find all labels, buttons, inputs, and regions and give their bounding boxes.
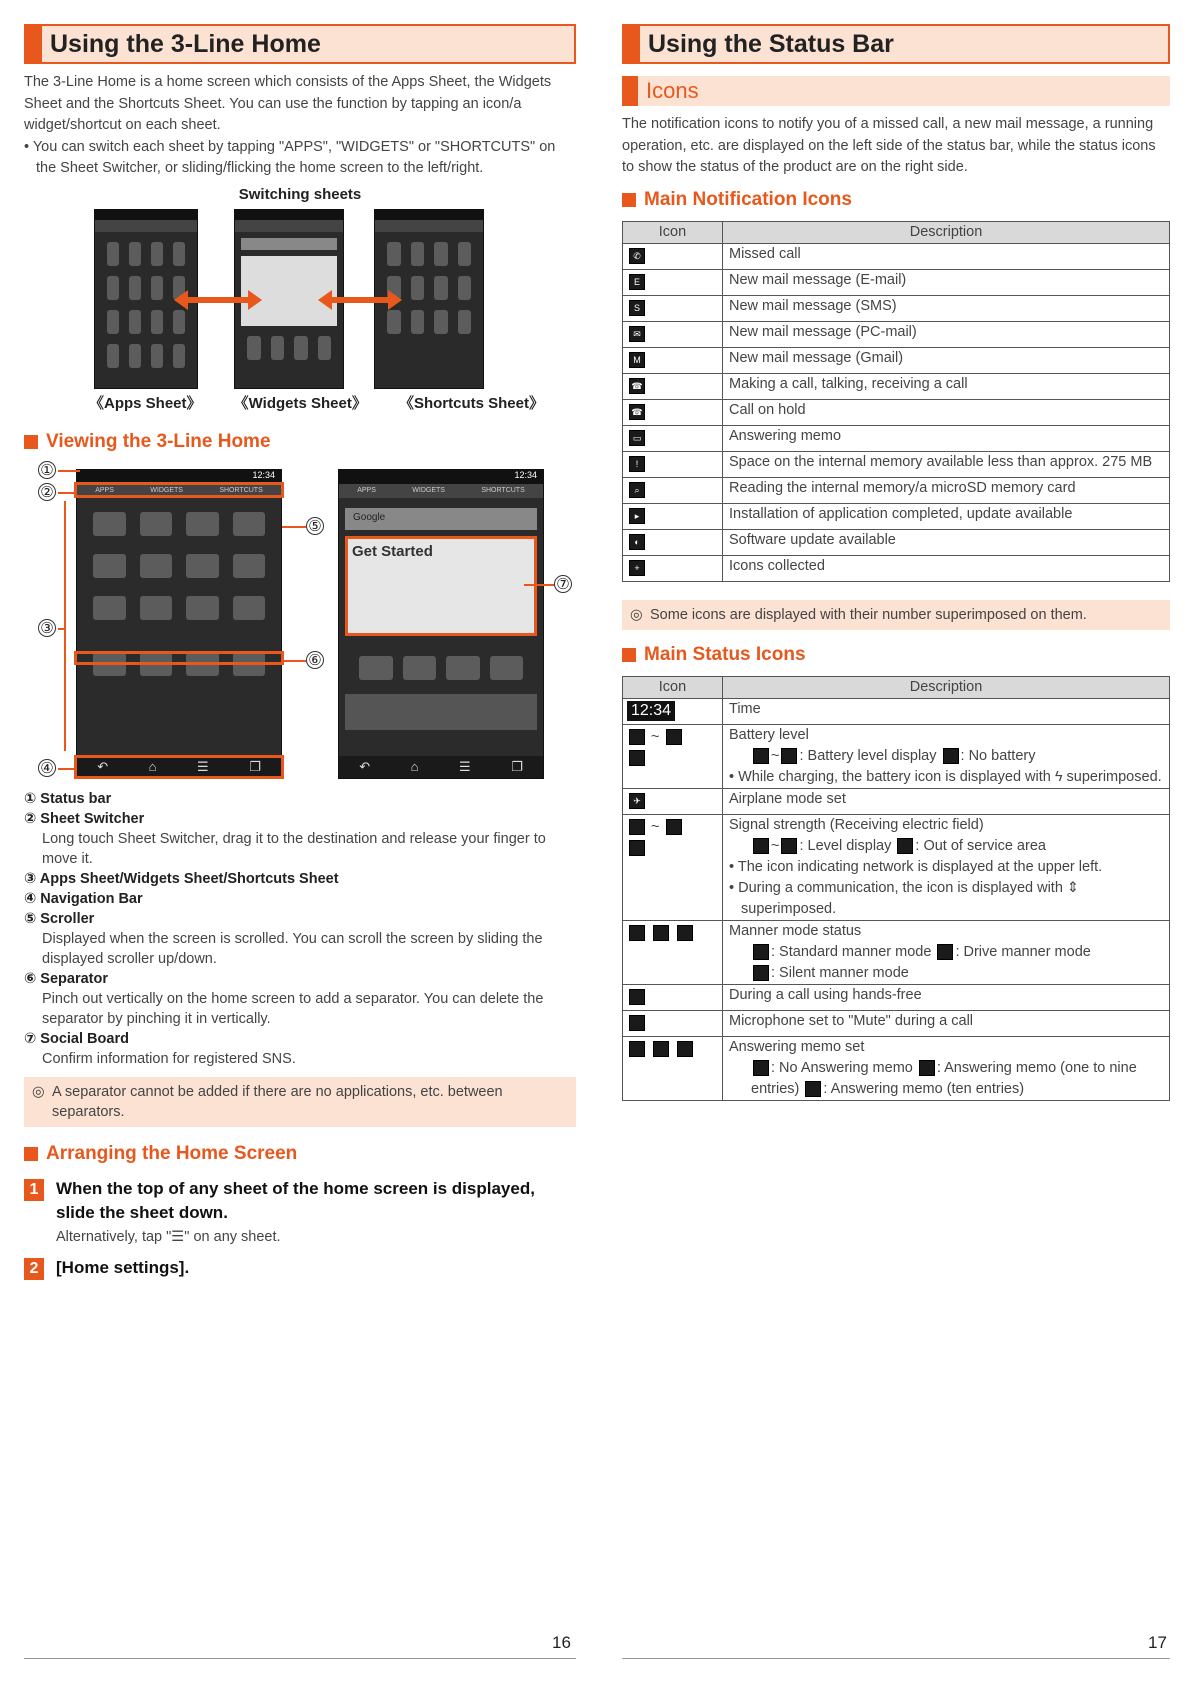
signal-low-icon — [629, 819, 645, 835]
widgets-sheet-phone: 12:34 APPS WIDGETS SHORTCUTS Google Get Started ↶ ⌂ ☰ ❐ — [338, 469, 544, 779]
step-1: 1 When the top of any sheet of the home screen is displayed, slide the sheet down. Alternatively, tap "☰" on any sheet. — [24, 1177, 576, 1249]
table-row: ✈ Airplane mode set — [623, 788, 1170, 814]
table-row: ☎ Call on hold — [623, 399, 1170, 425]
recent-apps-icon[interactable]: ❐ — [249, 758, 261, 774]
no-battery-icon — [943, 748, 959, 764]
intro-text: The 3-Line Home is a home screen which consists of the Apps Sheet, the Widgets Sheet and the Shortcuts Sheet. You can use the function by tapping an icon/a widget/shortcut on each sheet. — [24, 74, 552, 133]
home-icon[interactable]: ⌂ — [148, 759, 157, 774]
page-number-right: 17 — [1148, 1633, 1167, 1652]
callout-3: ③ — [38, 619, 56, 637]
item-list: ① Status bar ② Sheet Switcher Long touch Sheet Switcher, drag it to the destination and release your finger to move it. ③ Apps Sheet/Widgets Sheet/Shortcuts Sheet ④ Navigation Bar ⑤ Scroller Displayed when the screen is scrolled. You can scroll the screen by sliding the displayed scroller up/down. ⑥ Separator Pinch out vertically on the home screen to add a separator. You can delete the separator by pinching it in vertically. ⑦ Social Board Confirm information for registered SNS. — [24, 789, 576, 1069]
table-row: S New mail message (SMS) — [623, 295, 1170, 321]
pc-mail-icon: ✉ — [629, 326, 645, 342]
drive-manner-icon — [653, 925, 669, 941]
separator-note: ◎ A separator cannot be added if there are no applications, etc. between separators. — [24, 1077, 576, 1127]
table-row: Manner mode status : Standard manner mode : Drive manner mode : Silent manner mode — [623, 920, 1170, 984]
table-row: Microphone set to "Mute" during a call — [623, 1010, 1170, 1036]
notif-heading: Main Notification Icons — [622, 189, 1170, 211]
item-navigation-bar: ④ Navigation Bar — [24, 890, 143, 907]
arranging-heading: Arranging the Home Screen — [24, 1143, 576, 1165]
memo-none-icon — [629, 1041, 645, 1057]
callout-4: ④ — [38, 759, 56, 777]
silent-manner-icon — [677, 925, 693, 941]
table-row: 12:34 Time — [623, 698, 1170, 724]
signal-low-icon — [753, 838, 769, 854]
table-row: ▭ Answering memo — [623, 425, 1170, 451]
table-row: ▸ Installation of application completed, update available — [623, 503, 1170, 529]
memo-one-icon — [653, 1041, 669, 1057]
table-row: + Icons collected — [623, 555, 1170, 581]
out-of-service-icon — [629, 840, 645, 856]
status-icon-table: Icon Description 12:34 Time ~ Battery level ~ : Battery level display : No battery • While charging, the battery icon is displayed with ϟ superimposed. ✈ Airplane mode set ~ Signal strength (Receiving electric field) ~ : Level display : Out of service area • The icon indicating network is displayed at the upper left. • During a communication, the icon is displayed with ⇕ superimposed. Manner mode status : Standard manner mode : Drive manner mode : Silent manner mode During a call using hands-free Microphone set to "Mute" during a call Answering memo set : No Answering memo : Answering memo (one to nine entries) : Answering memo (ten entries) — [622, 676, 1170, 1101]
clock-icon: 12:34 — [627, 701, 675, 721]
title-text: Using the 3-Line Home — [50, 29, 321, 58]
table-row: ⌕ Reading the internal memory/a microSD memory card — [623, 477, 1170, 503]
answering-memo-icon: ▭ — [629, 430, 645, 446]
page-title-3line-home — [24, 24, 576, 64]
callout-6: ⑥ — [306, 651, 324, 669]
table-row: ✆ Missed call — [623, 243, 1170, 269]
table-row: ✉ New mail message (PC-mail) — [623, 321, 1170, 347]
item-sheet-switcher: ② Sheet Switcher — [24, 810, 145, 827]
callout-5: ⑤ — [306, 517, 324, 535]
back-icon[interactable]: ↶ — [97, 758, 109, 774]
memo-ten-icon — [677, 1041, 693, 1057]
callout-2: ② — [38, 483, 56, 501]
software-update-icon: ◐ — [629, 534, 645, 550]
memory-low-icon: ! — [629, 456, 645, 472]
notification-icon-table: Icon Description ✆ Missed call E New mail message (E-mail) S New mail message (SMS) ✉ New mail message (PC-mail) M New mail message (Gmail) ☎ Making a call, talking, receiving a call ☎ Call on hold ▭ Answering memo ! Space on the internal memory available less than approx. 275 MB ⌕ Reading the internal memory/a microSD memory card ▸ Installation of application completed, update available ◐ Software update available + Icons collected — [622, 221, 1170, 582]
memo-none-icon — [753, 1060, 769, 1076]
call-hold-icon: ☎ — [629, 404, 645, 420]
label-apps-sheet: 《Apps Sheet》 — [89, 394, 202, 412]
callout-separator — [74, 651, 284, 665]
table-row: ~ Signal strength (Receiving electric field) ~ : Level display : Out of service area • The icon indicating network is displayed at the upper left. • During a communication, the icon is displayed with ⇕ superimposed. — [623, 814, 1170, 920]
icons-intro: The notification icons to notify you of a missed call, a new mail message, a running operation, etc. are displayed on the left side of the status bar, while the status icons to show the status of the product are on the right side. — [622, 116, 1156, 175]
item-sheets: ③ Apps Sheet/Widgets Sheet/Shortcuts Sheet — [24, 870, 339, 887]
switch-arrow-right — [332, 297, 388, 303]
signal-full-icon — [781, 838, 797, 854]
apps-sheet-phone — [76, 469, 282, 779]
battery-full-icon — [629, 729, 645, 745]
memo-ten-icon — [805, 1081, 821, 1097]
callout-navigation-bar — [74, 755, 284, 779]
table-row: E New mail message (E-mail) — [623, 269, 1170, 295]
silent-manner-icon — [753, 965, 769, 981]
status-heading: Main Status Icons — [622, 644, 1170, 666]
table-row: ~ Battery level ~ : Battery level display : No battery • While charging, the battery icon is displayed with ϟ superimposed. — [623, 724, 1170, 788]
phone-status-bar: 12:34 — [77, 470, 281, 484]
battery-empty-icon — [666, 729, 682, 745]
viewing-figure — [24, 459, 576, 781]
handsfree-icon — [629, 989, 645, 1005]
callout-sheet-switcher — [74, 482, 284, 498]
social-board-widget[interactable]: Get Started — [345, 536, 537, 636]
right-page — [622, 24, 1170, 1101]
callout-1: ① — [38, 461, 56, 479]
table-row: M New mail message (Gmail) — [623, 347, 1170, 373]
callout-7: ⑦ — [554, 575, 572, 593]
mic-mute-icon — [629, 1015, 645, 1031]
table-row: Answering memo set : No Answering memo : Answering memo (one to nine entries) : Answering memo (ten entries) — [623, 1036, 1170, 1100]
table-row: During a call using hands-free — [623, 984, 1170, 1010]
google-search-widget[interactable]: Google — [345, 508, 537, 530]
switch-arrow-left — [188, 297, 248, 303]
switching-caption: Switching sheets — [238, 185, 362, 203]
page-number-left: 16 — [552, 1633, 571, 1652]
menu-icon[interactable]: ☰ — [196, 758, 209, 774]
email-icon: E — [629, 274, 645, 290]
item-separator: ⑥ Separator — [24, 970, 108, 987]
page-title-status-bar: Using the Status Bar — [622, 24, 1170, 64]
intro-bullet: • You can switch each sheet by tapping "APPS", "WIDGETS" or "SHORTCUTS" on the Sheet Switcher, or sliding/flicking the home screen to the left/right. — [24, 138, 556, 176]
phone-sheet-switcher[interactable]: APPS WIDGETS SHORTCUTS — [77, 484, 281, 498]
drive-manner-icon — [937, 944, 953, 960]
item-status-bar: ① Status bar — [24, 790, 112, 807]
gmail-icon: M — [629, 352, 645, 368]
calling-icon: ☎ — [629, 378, 645, 394]
icons-heading: Icons — [622, 76, 1170, 106]
left-page — [24, 24, 576, 1280]
item-social-board: ⑦ Social Board — [24, 1030, 129, 1047]
step-2: 2 [Home settings]. — [24, 1256, 576, 1280]
airplane-icon: ✈ — [629, 793, 645, 809]
sms-icon: S — [629, 300, 645, 316]
viewing-heading: Viewing the 3-Line Home — [24, 431, 576, 453]
table-row: ☎ Making a call, talking, receiving a call — [623, 373, 1170, 399]
signal-full-icon — [666, 819, 682, 835]
standard-manner-icon — [629, 925, 645, 941]
out-of-service-icon — [897, 838, 913, 854]
item-scroller: ⑤ Scroller — [24, 910, 95, 927]
battery-empty-icon — [781, 748, 797, 764]
label-shortcuts-sheet: 《Shortcuts Sheet》 — [398, 394, 544, 412]
table-row: ! Space on the internal memory available less than approx. 275 MB — [623, 451, 1170, 477]
memory-read-icon: ⌕ — [629, 482, 645, 498]
battery-full-icon — [753, 748, 769, 764]
icons-collected-icon: + — [629, 560, 645, 576]
label-widgets-sheet: 《Widgets Sheet》 — [233, 394, 367, 412]
no-battery-icon — [629, 750, 645, 766]
table-row: ◐ Software update available — [623, 529, 1170, 555]
switching-sheets-figure — [24, 209, 576, 412]
standard-manner-icon — [753, 944, 769, 960]
missed-call-icon: ✆ — [629, 248, 645, 264]
notif-note: ◎ Some icons are displayed with their number superimposed on them. — [622, 600, 1170, 630]
memo-one-icon — [919, 1060, 935, 1076]
install-complete-icon: ▸ — [629, 508, 645, 524]
